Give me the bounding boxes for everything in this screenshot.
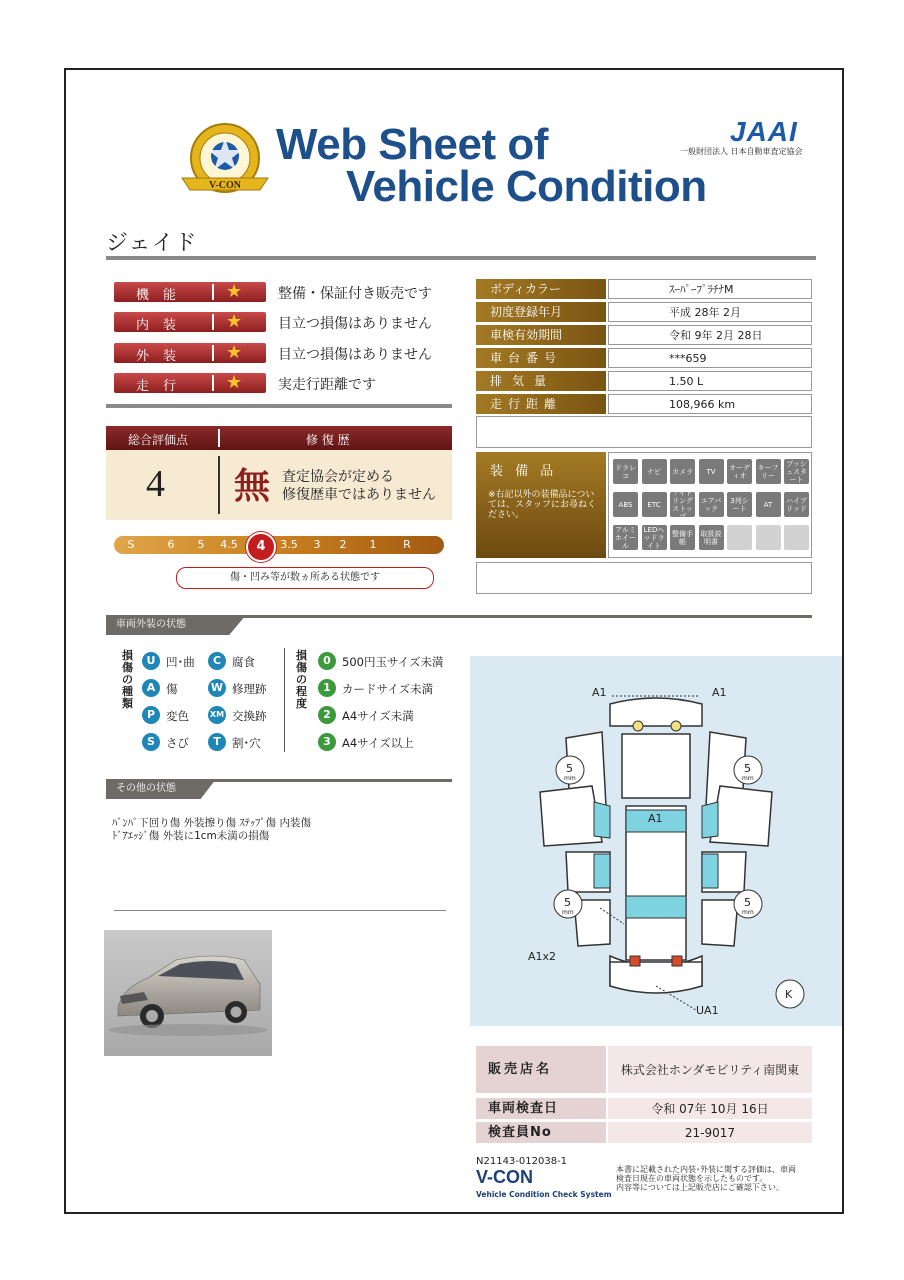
legend-degree-0: 0 — [318, 652, 336, 670]
spec-value-color: ｽｰﾊﾟｰﾌﾟﾗﾁﾅM — [608, 279, 812, 299]
rating-tag-mileage: 走行 ★ — [114, 373, 266, 393]
equipment-item: カメラ — [670, 459, 695, 484]
scale-item: 4.5 — [220, 538, 238, 551]
scale-item: R — [403, 538, 411, 551]
rating-tag-exterior: 外装 ★ — [114, 343, 266, 363]
legend-code-C: C — [208, 652, 226, 670]
equipment-item: TV — [699, 459, 724, 484]
legend-text-T: 割･穴 — [232, 736, 261, 750]
legend-degree-text-2: A4サイズ未満 — [342, 709, 414, 723]
vcon-badge-logo — [176, 120, 274, 204]
vcon-subtitle: Vehicle Condition Check System — [476, 1190, 612, 1199]
svg-text:V-CON: V-CON — [208, 180, 242, 191]
vehicle-damage-diagram — [470, 656, 842, 1026]
equipment-item: オーディオ — [727, 459, 752, 484]
header-divider — [106, 256, 816, 260]
equipment-item: ABS — [613, 492, 638, 517]
scale-item: 3 — [313, 538, 321, 551]
other-divider — [114, 910, 446, 911]
svg-text:A1: A1 — [648, 812, 663, 825]
title-line-1: Web Sheet of — [276, 120, 548, 169]
rating-tag-interior: 内装 ★ — [114, 312, 266, 332]
score-header: 総合評価点 修 復 歴 — [106, 426, 452, 450]
equipment-item — [756, 525, 781, 550]
equipment-label-box: 装 備 品 ※右記以外の装備品については、スタッフにお尋ねください。 — [476, 452, 606, 558]
scale-item: 6 — [167, 538, 175, 551]
legend-degree-text-3: A4サイズ以上 — [342, 736, 414, 750]
spec-value-registration: 平成 28年 2月 — [608, 302, 812, 322]
equipment-item: プッシュスタート — [786, 459, 807, 484]
rating-text-mileage: 実走行距離です — [278, 377, 376, 393]
legend-divider — [284, 648, 285, 752]
vcon-logo: V-CON — [476, 1167, 534, 1187]
scale-item: 3.5 — [280, 538, 298, 551]
equipment-item: ナビ — [642, 459, 667, 484]
svg-text:mm: mm — [564, 775, 576, 782]
svg-text:mm: mm — [742, 775, 754, 782]
star-icon: ★ — [226, 311, 243, 332]
legend-degree-text-1: カードサイズ未満 — [342, 682, 434, 696]
legend-code-P: P — [142, 706, 160, 724]
scale-item: 2 — [339, 538, 347, 551]
spec-label-mileage: 走行距離 — [476, 394, 606, 415]
svg-text:mm: mm — [562, 909, 574, 916]
disclaimer-1: 本書に記載された内装･外装に関する評価は、車両 — [616, 1165, 796, 1174]
disclaimer-3: 内容等については上記販売店にご確認下さい。 — [616, 1183, 784, 1192]
legend-code-U: U — [142, 652, 160, 670]
spec-value-mileage: 108,966 km — [608, 394, 812, 414]
other-section-line — [210, 779, 452, 782]
star-icon: ★ — [226, 281, 243, 302]
legend-code-T: T — [208, 733, 226, 751]
overall-score: 4 — [146, 463, 165, 505]
equipment-item: 整備手帳 — [670, 525, 695, 550]
scale-item: S — [127, 538, 135, 551]
other-condition-line-2: ﾄﾞｱｴｯｼﾞ傷 外装に1cm未満の損傷 — [112, 830, 270, 842]
svg-text:A1: A1 — [712, 686, 727, 699]
other-condition-line-1: ﾊﾞﾝﾊﾟ下回り傷 外装擦り傷 ｽﾃｯﾌﾟ傷 内装傷 — [112, 817, 312, 829]
equipment-item: キーフリー — [756, 459, 781, 484]
scale-item: 1 — [369, 538, 377, 551]
rating-text-exterior: 目立つ損傷はありません — [278, 347, 432, 363]
svg-text:mm: mm — [742, 909, 754, 916]
spec-blank-box — [476, 416, 812, 448]
equipment-item: アイドリングストップ — [670, 492, 695, 517]
score-body — [106, 450, 452, 520]
scale-item: 5 — [197, 538, 205, 551]
legend-text-A: 傷 — [166, 682, 178, 696]
legend-code-S: S — [142, 733, 160, 751]
equipment-grid — [608, 452, 812, 558]
damage-kind-label: 損傷の種類 — [122, 649, 133, 710]
equipment-item: LEDヘッドライト — [643, 525, 665, 550]
inspection-date-value: 令和 07年 10月 16日 — [608, 1098, 812, 1120]
legend-text-P: 変色 — [166, 709, 189, 723]
car-photo — [104, 930, 272, 1056]
rating-text-function: 整備・保証付き販売です — [278, 286, 432, 302]
star-icon: ★ — [226, 342, 243, 363]
legend-text-S: さび — [166, 736, 189, 750]
seller-shop-value: 株式会社ホンダモビリティ南関東 — [608, 1046, 812, 1094]
legend-code-XM: XM — [208, 706, 226, 724]
equipment-blank-box — [476, 562, 812, 594]
inspector-value: 21-9017 — [608, 1122, 812, 1144]
equipment-item: ハイブリッド — [784, 492, 809, 517]
rating-text-interior: 目立つ損傷はありません — [278, 316, 432, 332]
damage-degree-label: 損傷の程度 — [296, 649, 307, 710]
spec-label-color: ボディカラー — [476, 279, 606, 300]
legend-code-A: A — [142, 679, 160, 697]
legend-text-W: 修理跡 — [232, 682, 267, 696]
svg-text:5: 5 — [744, 896, 751, 909]
equipment-item: アルミホイール — [615, 525, 636, 550]
scale-current-score: 4 — [246, 532, 276, 562]
title-line-2: Vehicle Condition — [346, 162, 707, 211]
legend-text-XM: 交換跡 — [232, 709, 267, 723]
repair-text-2: 修復歴車ではありません — [282, 487, 436, 503]
legend-degree-1: 1 — [318, 679, 336, 697]
svg-text:A1: A1 — [592, 686, 607, 699]
legend-degree-3: 3 — [318, 733, 336, 751]
seller-shop-label: 販売店名 — [476, 1046, 606, 1094]
car-name: ジェイド — [106, 231, 198, 256]
equipment-item — [727, 525, 752, 550]
jaai-logo: JAAI — [730, 116, 798, 147]
spec-label-displacement: 排気量 — [476, 371, 606, 392]
spec-label-inspection: 車検有効期間 — [476, 325, 606, 346]
equipment-item: ドラレコ — [613, 459, 638, 484]
svg-text:5: 5 — [566, 762, 573, 775]
other-section-header: その他の状態 — [106, 779, 216, 799]
legend-code-W: W — [208, 679, 226, 697]
repair-text-1: 査定協会が定める — [282, 469, 394, 485]
legend-text-C: 腐食 — [232, 655, 255, 669]
star-icon: ★ — [226, 372, 243, 393]
equipment-item: エアバック — [699, 492, 724, 517]
disclaimer-2: 検査日現在の車両状態を示したものです。 — [616, 1174, 768, 1183]
legend-degree-text-0: 500円玉サイズ未満 — [342, 655, 444, 669]
spec-label-chassis: 車台番号 — [476, 348, 606, 369]
svg-text:A1x2: A1x2 — [528, 950, 557, 963]
svg-text:5: 5 — [744, 762, 751, 775]
ratings-divider — [106, 404, 452, 408]
equipment-item: ETC — [642, 492, 667, 517]
spec-label-registration: 初度登録年月 — [476, 302, 606, 323]
exterior-section-line — [240, 615, 812, 618]
svg-text:K: K — [785, 988, 793, 1001]
sheet-number: N21143-012038-1 — [476, 1156, 568, 1167]
equipment-item — [784, 525, 809, 550]
repair-mark: 無 — [234, 465, 271, 507]
spec-value-chassis: ***659 — [608, 348, 812, 368]
exterior-section-header: 車両外装の状態 — [106, 615, 246, 635]
equipment-item: AT — [756, 492, 781, 517]
svg-text:5: 5 — [564, 896, 571, 909]
org-name: 一般財団法人 日本自動車査定協会 — [680, 147, 803, 156]
rating-tag-function: 機能 ★ — [114, 282, 266, 302]
condition-note: 傷・凹み等が数ヵ所ある状態です — [176, 567, 434, 589]
svg-text:UA1: UA1 — [696, 1004, 719, 1017]
spec-value-inspection: 令和 9年 2月 28日 — [608, 325, 812, 345]
legend-text-U: 凹･曲 — [166, 655, 195, 669]
legend-degree-2: 2 — [318, 706, 336, 724]
equipment-item: 取扱説明書 — [699, 525, 724, 550]
equipment-item: 3列シート — [727, 492, 752, 517]
inspection-date-label: 車両検査日 — [476, 1098, 606, 1120]
inspector-label: 検査員No — [476, 1122, 606, 1144]
spec-value-displacement: 1.50 L — [608, 371, 812, 391]
